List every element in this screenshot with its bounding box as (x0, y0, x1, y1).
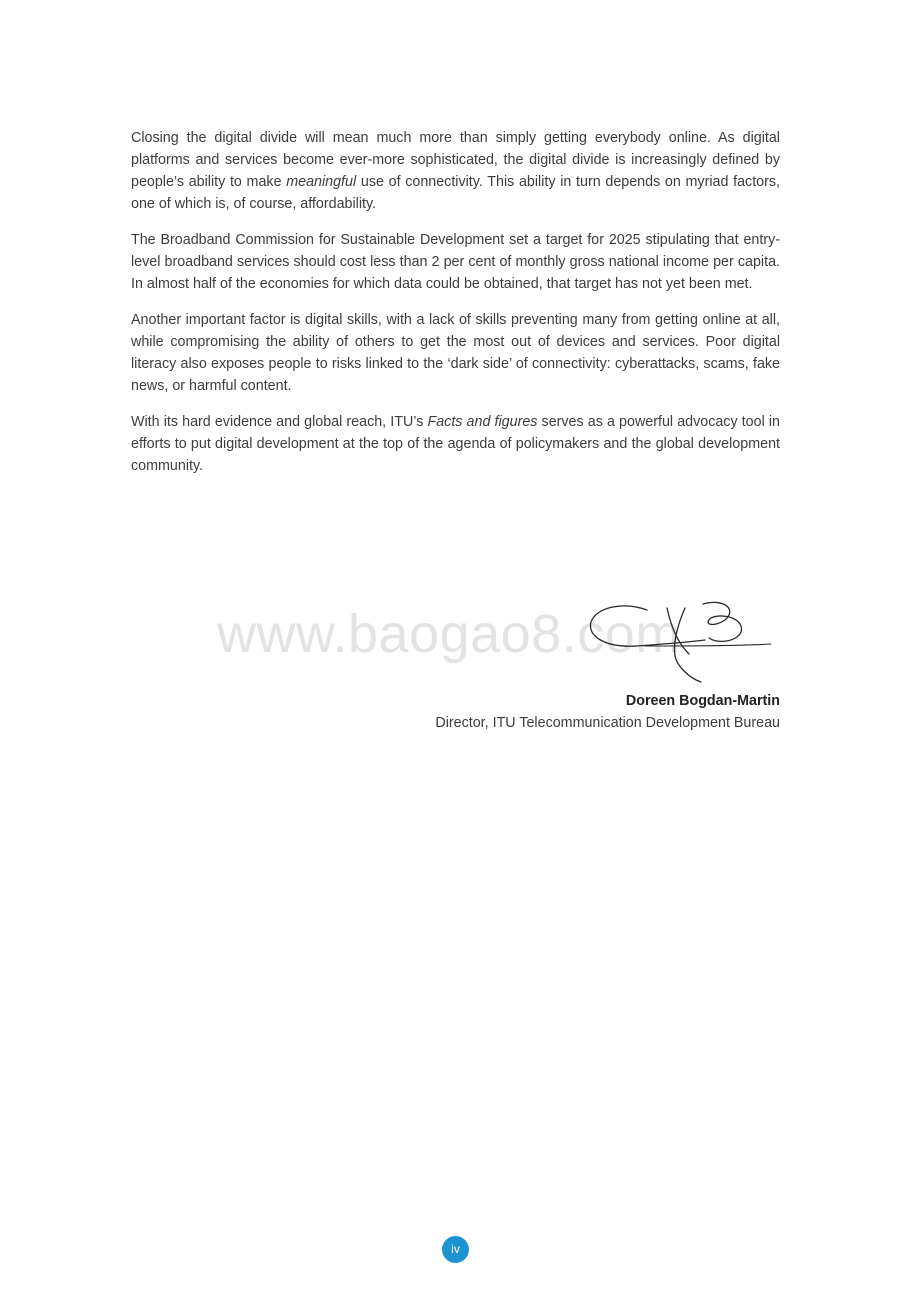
paragraph-3-text: Another important factor is digital skills, with a lack of skills preventing many from getting online at all, while compromising the ability of others to get the most out of devices and services. Poor digital literacy also exposes people to risks linked to the ‘dark side’ of connectivity: cyberattacks, scams, fake news, or harmful content. (131, 312, 780, 394)
paragraph-4-text-b: serves as a powerful advocacy tool in efforts to put digital development at the top of the agenda of policymakers and the global development community. (131, 414, 780, 474)
paragraph-3 (131, 309, 780, 397)
main-text (131, 127, 780, 491)
paragraph-1-text-a: Closing the digital divide will mean much more than simply getting everybody online. As digital platforms and services become ever-more sophisticated, the digital divide is increasingly defined by people’s ability to make (131, 130, 780, 190)
paragraph-4 (131, 411, 780, 477)
paragraph-1 (131, 127, 780, 215)
paragraph-1-text-b: use of connectivity. This ability in turn depends on myriad factors, one of which is, of course, affordability. (131, 174, 780, 212)
page-number-badge: iv (442, 1236, 469, 1263)
paragraph-4-emphasis: Facts and figures (427, 414, 538, 430)
watermark: www.baogao8.com (217, 604, 681, 664)
signatory-title: Director, ITU Telecommunication Development Bureau (435, 715, 780, 731)
paragraph-4-text-a: With its hard evidence and global reach, ITU’s (131, 414, 428, 430)
signature-image (585, 596, 775, 688)
paragraph-2-text: The Broadband Commission for Sustainable Development set a target for 2025 stipulating that entry-level broadband services should cost less than 2 per cent of monthly gross national income per capita. In almost half of the economies for which data could be obtained, that target has not yet been met. (131, 232, 780, 292)
paragraph-1-emphasis: meaningful (286, 174, 357, 190)
paragraph-2 (131, 229, 780, 295)
signatory-name: Doreen Bogdan-Martin (625, 693, 780, 709)
